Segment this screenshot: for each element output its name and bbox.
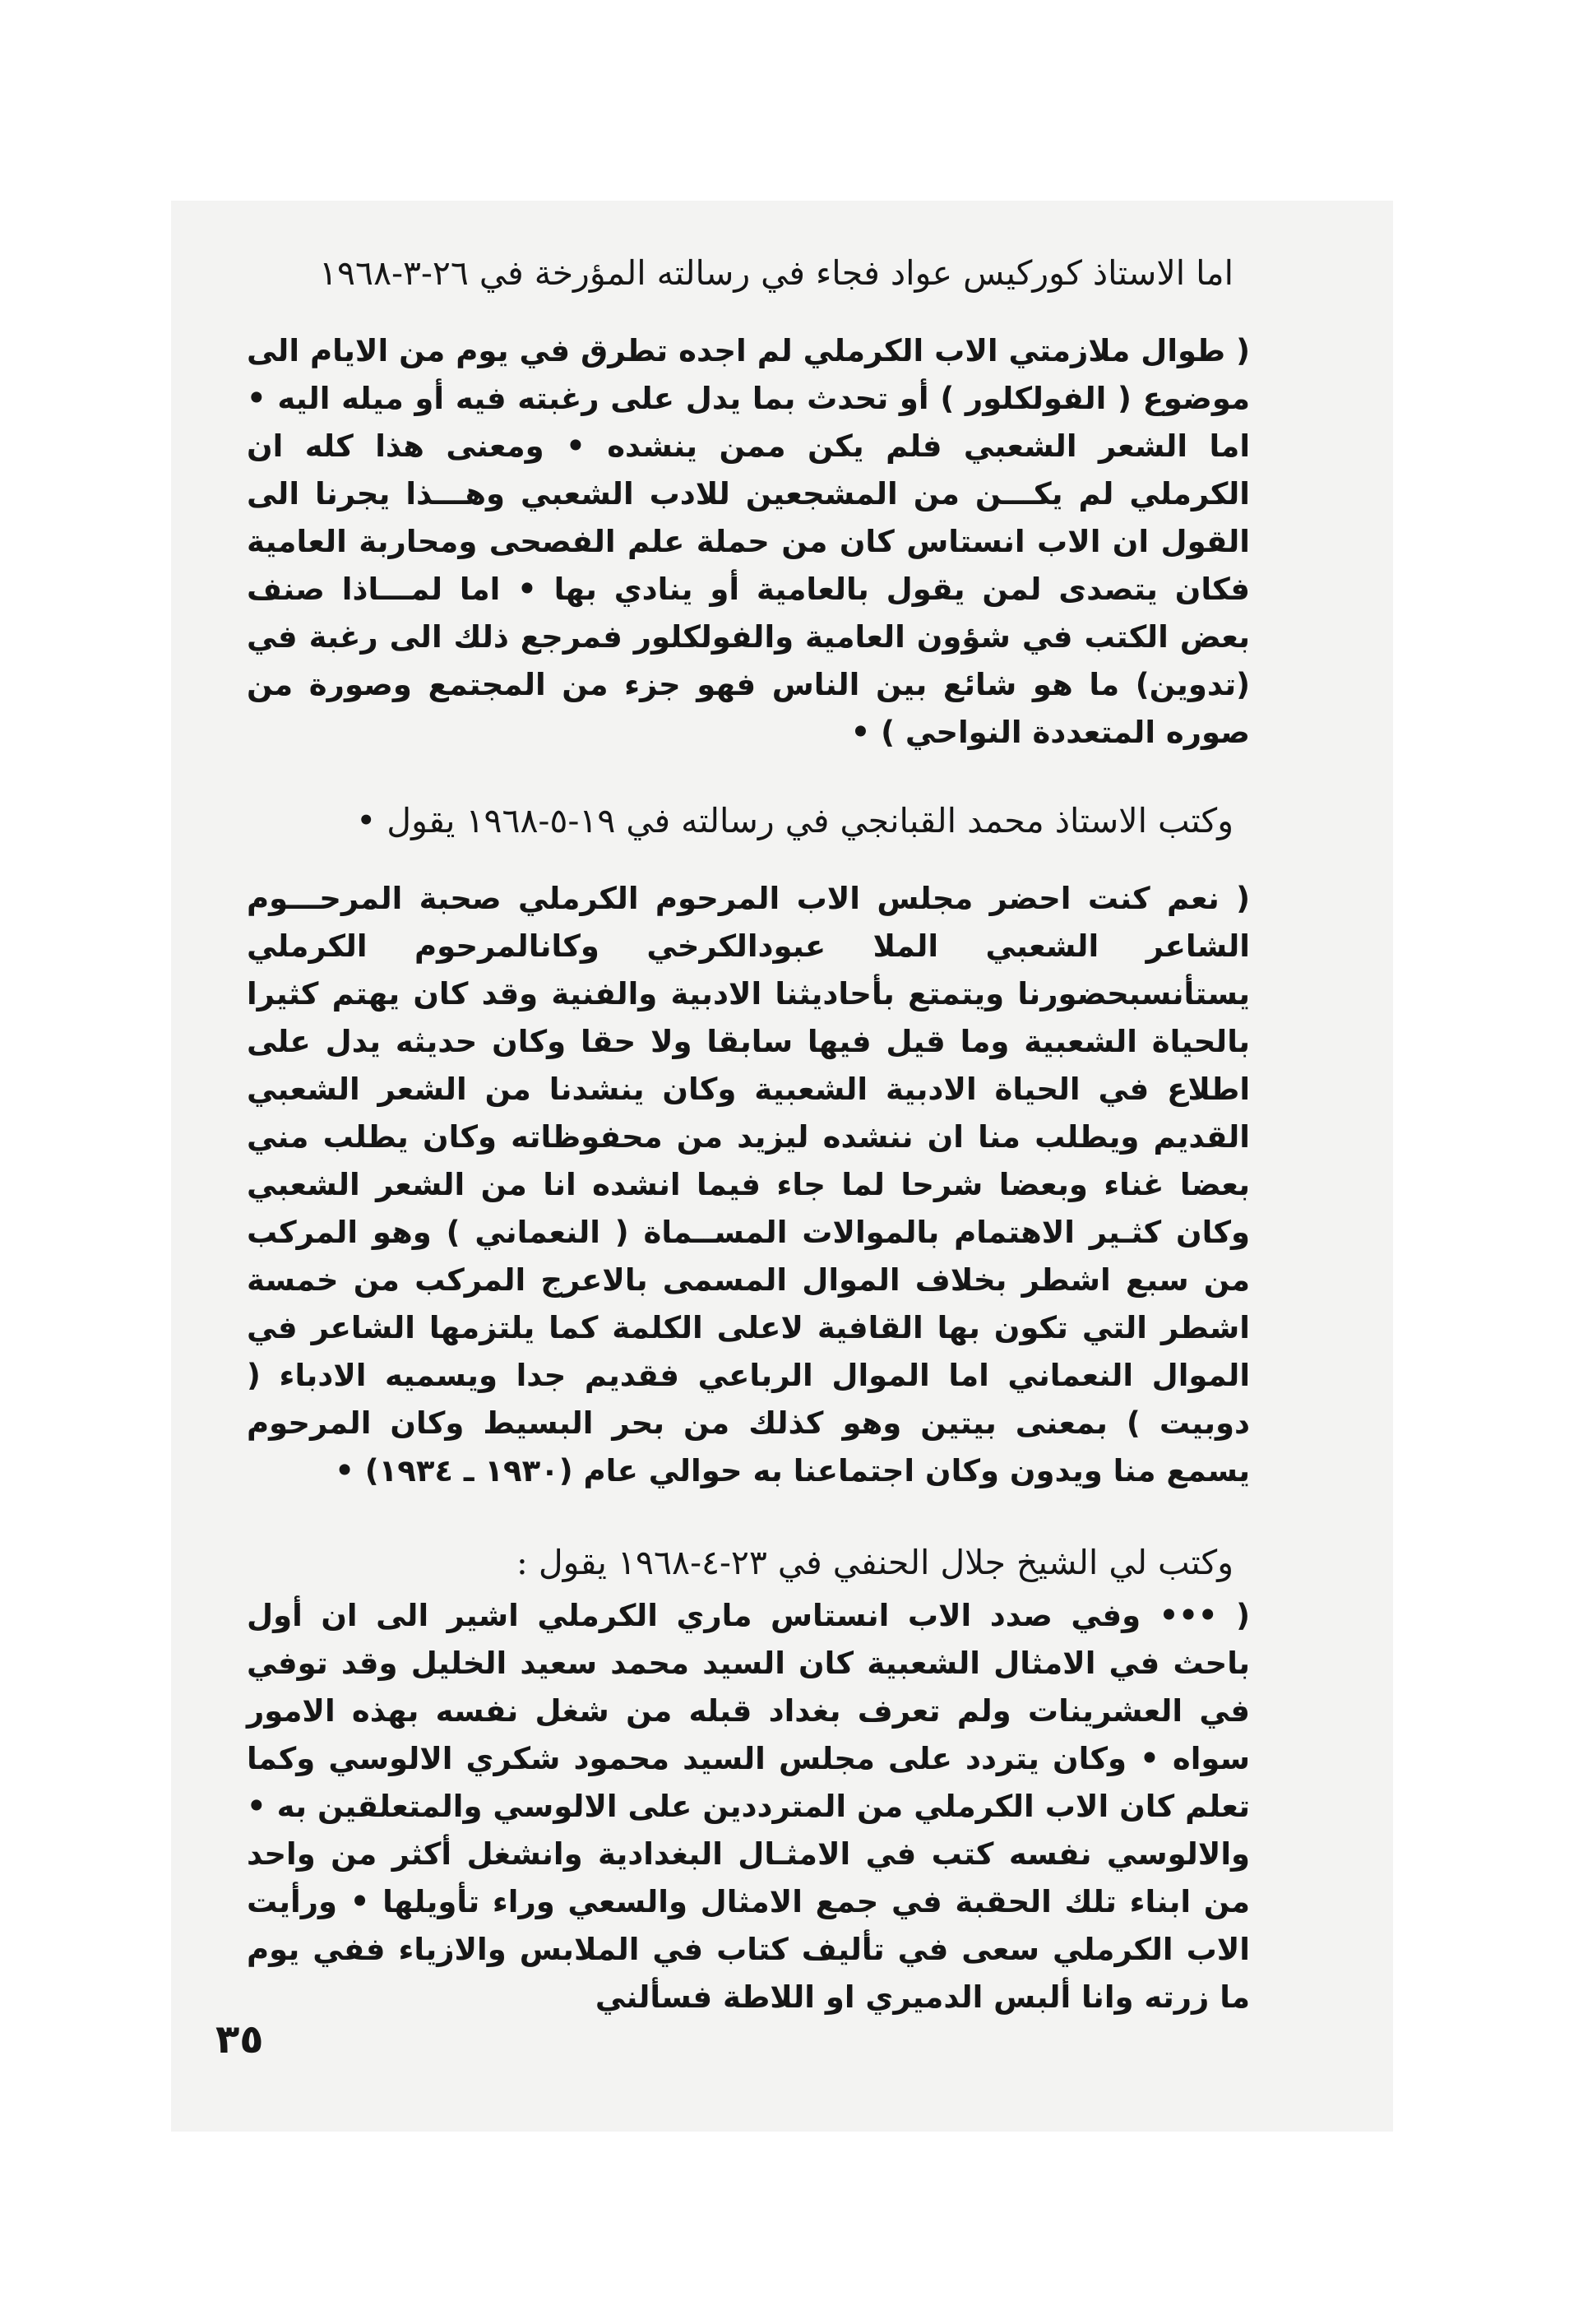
letter-intro-muhammad-qabbanchi: وكتب الاستاذ محمد القبانجي في رسالته في ١٩-٥-١٩٦٨ يقول • [356,801,1234,840]
page-text [247,247,1250,2021]
quote-jalal-hanafi: ( ••• وفي صدد الاب انستاس ماري الكرملي اشير الى ان أول باحث في الامثال الشعبية كان السيد محمد سعيد الخليل وقد توفي في العشرينات ولم تعرف بغداد قبله من شغل نفسه بهذه الامور سواه • وكان يتردد على مجلس السيد محمود شكري الالوسي وكما تعلم كان الاب الكرملي من المترددين على الالوسي والمتعلقين به • والالوسي نفسه كتب في الامثـال البغدادية وانشغل أكثر من واحد من ابناء تلك الحقبة في جمع الامثال والسعي وراء تأويلها • ورأيت الاب الكرملي سعى في تأليف كتاب في الملابس والازياء ففي يوم ما زرته وانا ألبس الدميري او اللاطة فسألني [247,1598,1250,2015]
quote-muhammad-qabbanchi: ( نعم كنت احضر مجلس الاب المرحوم الكرملي صحبة المرحـــوم الشاعر الشعبي الملا عبودالكرخي وكانالمرحوم الكرملي يستأنسبحضورنا ويتمتع بأحاديثنا الادبية والفنية وقد كان يهتم كثيرا بالحياة الشعبية وما قيل فيها سابقا ولا حقا وكان حديثه يدل على اطلاع في الحياة الادبية الشعبية وكان ينشدنا من الشعر الشعبي القديم ويطلب منا ان ننشده ليزيد من محفوظاته وكان يطلب مني بعضا غناء وبعضا شرحا لما جاء فيما انشده انا من الشعر الشعبي وكان كثـير الاهتمام بالموالات المســماة ( النعماني ) وهو المركب من سبع اشطر بخلاف الموال المسمى بالاعرج المركب من خمسة اشطر التي تكون بها القافية لاعلى الكلمة كما يلتزمها الشاعر في الموال النعماني اما الموال الرباعي فقديم جدا ويسميه الادباء ( دوبيت ) بمعنى بيتين وهو كذلك من بحر البسيط وكان المرحوم يسمع منا ويدون وكان اجتماعنا به حوالي عام (١٩٣٠ ـ ١٩٣٤) • [247,881,1250,1488]
page-number: ٣٥ [215,2016,264,2062]
letter-intro-jalal-hanafi: وكتب لي الشيخ جلال الحنفي في ٢٣-٤-١٩٦٨ يقول : [516,1543,1234,1582]
quote-kurkis-awwad: ( طوال ملازمتي الاب الكرملي لم اجده تطرق في يوم من الايام الى موضوع ( الفولكلور ) أو تحدث بما يدل على رغبته فيه أو ميله اليه • اما الشعر الشعبي فلم يكن ممن ينشده • ومعنى هذا كله ان الكرملي لم يكـــن من المشجعين للادب الشعبي وهـــذا يجرنا الى القول ان الاب انستاس كان من حملة علم الفصحى ومحاربة العامية فكان يتصدى لمن يقول بالعامية أو ينادي بها • اما لمـــاذا صنف بعض الكتب في شؤون العامية والفولكلور فمرجع ذلك الى رغبة في (تدوين) ما هو شائع بين الناس فهو جزء من المجتمع وصورة من صوره المتعددة النواحي ) • [247,333,1250,750]
letter-intro-kurkis-awwad: اما الاستاذ كوركيس عواد فجاء في رسالته المؤرخة في ٢٦-٣-١٩٦٨ [319,253,1234,293]
